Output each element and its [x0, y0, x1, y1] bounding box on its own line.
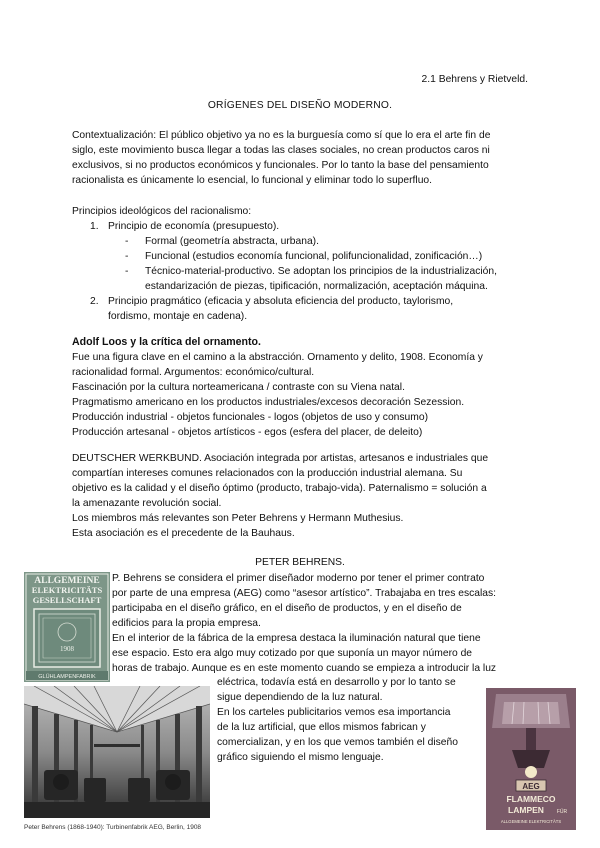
behrens-line: comercializan, y en los que vemos también el diseño [217, 737, 458, 748]
werkbund-line: DEUTSCHER WERKBUND. Asociación integrada por artistas, artesanos e industriales que [72, 453, 489, 464]
cover-text: ELEKTRICITÄTS [31, 585, 103, 595]
werkbund-line: Esta asociación es el precedente de la Bauhaus. [72, 528, 295, 539]
behrens-line: En los carteles publicitarios vemos esa importancia [217, 707, 451, 718]
werkbund-line: la amenazante revolución social. [72, 498, 222, 509]
bullet-dash: - [125, 236, 129, 247]
section-reference: 2.1 Behrens y Rietveld. [421, 74, 528, 85]
poster-text: FÜR [556, 809, 568, 815]
behrens-line: edificios para la propia empresa. [112, 618, 261, 629]
behrens-line: horas de trabajo. Aunque es en este momento cuando se empieza a introducir la luz [112, 663, 497, 674]
principle-label: Principio pragmático (eficacia y absoluta eficiencia del producto, taylorismo, [108, 296, 454, 307]
behrens-line: por parte de una empresa (AEG) como “asesor artístico”. Trabajaba en tres escalas: [112, 588, 497, 599]
poster-text: LAMPEN [508, 805, 544, 815]
loos-line: Fascinación por la cultura norteamericana / contraste con su Viena natal. [72, 382, 405, 393]
werkbund-line: objetivo es la calidad y el diseño óptimo (producto, trabajo-vida). Paternalismo = solución a [72, 483, 487, 494]
poster-brand: AEG [522, 782, 540, 791]
loos-line: racionalidad formal. Argumentos: económico/cultural. [72, 367, 315, 378]
cover-text: ALLGEMEINE [34, 576, 100, 586]
cover-footer: GLÜHLAMPENFABRIK [38, 674, 96, 680]
bullet-dash: - [125, 251, 129, 262]
context-line: siglo, este movimiento busca llegar a todas las clases sociales, no crean productos caros ni [72, 145, 490, 156]
poster-footer: ALLGEMEINE ELEKTRICITÄTS [500, 819, 562, 824]
poster-text: FLAMMECO [506, 794, 556, 804]
bullet-dash: - [125, 266, 129, 277]
behrens-heading: PETER BEHRENS. [255, 557, 345, 568]
werkbund-line: Los miembros más relevantes son Peter Behrens y Hermann Muthesius. [72, 513, 404, 524]
sub-principle-text: Formal (geometría abstracta, urbana). [145, 236, 319, 247]
figure-caption: Peter Behrens (1868-1940): Turbinenfabrik AEG, Berlin, 1908 [24, 824, 202, 831]
principle-label: Principio de economía (presupuesto). [108, 221, 280, 232]
behrens-line: eléctrica, todavía está en desarrollo y por lo tanto se [217, 677, 456, 688]
context-line: exclusivos, si no productos económicos y funcionales. Por lo tanto la base del pensamiento [72, 160, 489, 171]
cover-year: 1908 [60, 645, 74, 653]
loos-line: Producción industrial - objetos funcionales - logos (objetos de uso y consumo) [72, 412, 429, 423]
aeg-cover-artwork [24, 572, 110, 682]
behrens-line: P. Behrens se considera el primer diseñador moderno por tener el primer contrato [112, 573, 485, 584]
aeg-cover-image [24, 572, 110, 682]
list-number: 1. [90, 221, 99, 232]
sub-principle-text: Técnico-material-productivo. Se adoptan los principios de la industrialización, [145, 266, 497, 277]
principle-label: fordismo, montaje en cadena). [108, 311, 248, 322]
cover-text: GESELLSCHAFT [32, 595, 102, 605]
context-line: Contextualización: El público objetivo ya no es la burguesía como sí que lo era el arte fin de [72, 130, 491, 141]
sub-principle-text: Funcional (estudios economía funcional, polifuncionalidad, zonificación…) [145, 251, 483, 262]
loos-line: Pragmatismo americano en los productos industriales/excesos decoración Sezession. [72, 397, 465, 408]
loos-line: Producción artesanal - objetos artísticos - egos (esfera del placer, de deleito) [72, 427, 423, 438]
aeg-poster-image [486, 688, 576, 830]
list-number: 2. [90, 296, 99, 307]
factory-interior-artwork [24, 686, 210, 818]
context-line: racionalista es únicamente lo esencial, lo funcional y eliminar todo lo superfluo. [72, 175, 433, 186]
behrens-line: participaba en el diseño gráfico, en el diseño de productos, y en el diseño de [112, 603, 462, 614]
loos-line: Fue una figura clave en el camino a la abstracción. Ornamento y delito, 1908. Economía y [72, 352, 483, 363]
werkbund-line: compartían intereses comunes relacionados con la producción industrial alemana. Su [72, 468, 463, 479]
behrens-line: En el interior de la fábrica de la empresa destaca la iluminación natural que tiene [112, 633, 481, 644]
page-title: ORÍGENES DEL DISEÑO MODERNO. [207, 100, 393, 111]
factory-interior-photo [24, 686, 210, 818]
aeg-poster-artwork [486, 688, 576, 830]
sub-principle-text: estandarización de piezas, tipificación, normalización, aceptación máquina. [145, 281, 488, 292]
behrens-line: ese espacio. Esto era algo muy cotizado por que suponía un mayor número de [112, 648, 473, 659]
behrens-line: gráfico siguiendo el mismo lenguaje. [217, 752, 384, 763]
behrens-line: de la luz artificial, que ellos mismos fabrican y [217, 722, 426, 733]
loos-heading: Adolf Loos y la crítica del ornamento. [72, 336, 261, 348]
behrens-line: sigue dependiendo de la luz natural. [217, 692, 383, 703]
principles-heading: Principios ideológicos del racionalismo: [72, 206, 252, 217]
